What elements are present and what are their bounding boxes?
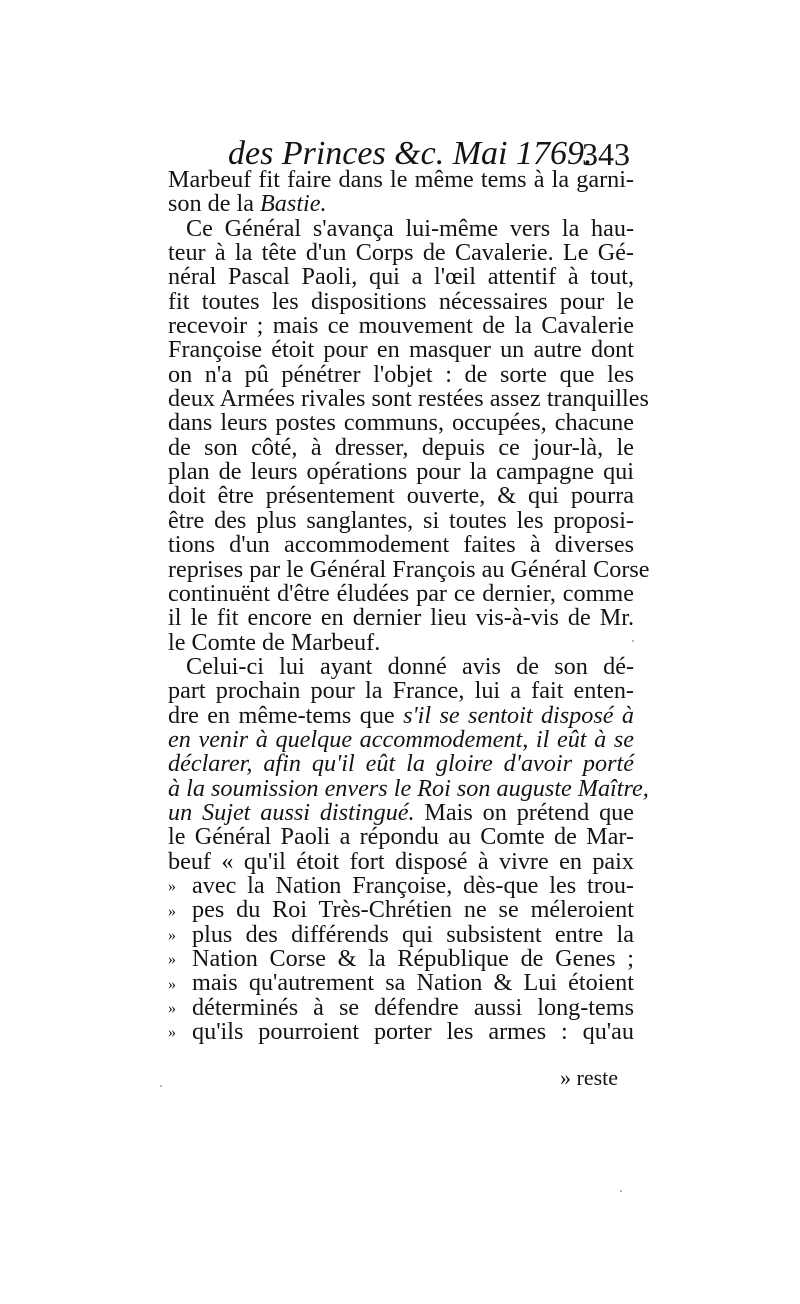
quote-mark: » (168, 1024, 176, 1042)
line-text: avec la Nation Françoise, dès-que les trou- (192, 871, 634, 899)
line-text: son de la (168, 190, 261, 218)
text-line (168, 652, 634, 680)
italic-text: déclarer, afin qu'il eût la gloire d'avoir porté (168, 750, 634, 778)
italic-text: s'il se sentoit disposé à (403, 701, 634, 729)
text-line (168, 533, 634, 557)
text-line (168, 1020, 634, 1044)
line-text: le Général Paoli a répondu au Comte de Mar- (168, 823, 634, 851)
text-line (168, 460, 634, 484)
body-text (168, 166, 650, 1046)
line-text: Françoise étoit pour en masquer un autre dont (168, 336, 634, 364)
page-number: 343 (582, 136, 630, 172)
text-line (168, 993, 634, 1021)
paper-speck (160, 1085, 162, 1087)
line-text: Mais on prétend que (414, 798, 635, 826)
line-text: pes du Roi Très-Chrétien ne se méleroient (192, 896, 634, 924)
quote-mark: » (168, 878, 176, 896)
line-text: tions d'un accommodement faites à diverses (168, 531, 634, 559)
line-text: beuf « qu'il étoit fort disposé à vivre en paix (168, 847, 634, 875)
text-line (168, 338, 634, 362)
text-line (168, 606, 634, 630)
line-text: recevoir ; mais ce mouvement de la Cavalerie (168, 312, 634, 340)
text-line (168, 701, 634, 729)
running-title: des Princes &c. Mai 1769. (228, 135, 593, 172)
quote-mark: » (168, 951, 176, 969)
text-line (168, 579, 634, 607)
text-line (168, 871, 634, 899)
text-line (168, 360, 634, 388)
line-text: de son côté, à dresser, depuis ce jour-là, le (168, 433, 634, 461)
line-text: reprises par le Général François au Général Corse (168, 555, 650, 583)
line-text: déterminés à se défendre aussi long-tems (192, 993, 634, 1021)
text-line (168, 506, 634, 534)
text-line (168, 920, 634, 948)
quote-mark: » (168, 902, 176, 920)
italic-text: Bastie. (260, 190, 327, 218)
quote-mark: » (168, 926, 176, 944)
text-line (168, 898, 634, 922)
text-line (168, 947, 634, 971)
text-line (168, 555, 650, 583)
text-line (168, 385, 649, 413)
text-line (168, 241, 634, 265)
text-line (168, 192, 634, 216)
paper-speck (620, 1190, 622, 1192)
line-text: Nation Corse & la République de Genes ; (192, 945, 634, 972)
line-text: plus des différends qui subsistent entre la (192, 920, 634, 948)
text-line (168, 774, 649, 802)
quote-mark: » (168, 975, 176, 993)
text-line (168, 168, 634, 192)
line-text: Celui-ci lui ayant donné avis de son dé- (186, 652, 634, 680)
line-text: part prochain pour la France, lui a fait enten- (168, 677, 634, 705)
quote-mark: » (168, 999, 176, 1017)
text-line (168, 679, 634, 703)
line-text: teur à la tête d'un Corps de Cavalerie. Le Gé- (168, 239, 634, 267)
text-line (168, 214, 634, 242)
text-line (168, 287, 634, 315)
catchword: » reste (560, 1065, 619, 1090)
text-line (168, 825, 634, 849)
text-line (168, 847, 634, 875)
line-text: Marbeuf fit faire dans le même tems à la garni- (168, 166, 634, 193)
paper-speck (632, 640, 634, 642)
line-text: qu'ils pourroient porter les armes : qu'au (192, 1018, 634, 1046)
text-line (168, 628, 634, 656)
text-line (168, 752, 634, 776)
line-text: fit toutes les dispositions nécessaires pour le (168, 287, 634, 315)
text-line (168, 798, 635, 826)
text-line (168, 314, 634, 338)
text-line (168, 411, 634, 435)
text-line (168, 433, 634, 461)
line-text: dre en même-tems que (168, 701, 404, 729)
line-text: néral Pascal Paoli, qui a l'œil attentif à tout, (168, 263, 634, 291)
italic-text: un Sujet aussi distingué. (168, 798, 415, 826)
italic-text: à la soumission envers le Roi son auguste Maître, (168, 774, 649, 802)
text-line (168, 971, 634, 995)
line-text: Ce Général s'avança lui-même vers la hau- (186, 214, 634, 242)
line-text: être des plus sanglantes, si toutes les proposi- (168, 506, 634, 534)
line-text: on n'a pû pénétrer l'objet : de sorte que les (168, 360, 634, 388)
line-text: deux Armées rivales sont restées assez tranquilles (168, 385, 649, 413)
line-text: dans leurs postes communs, occupées, chacune (168, 409, 634, 437)
line-text: continuënt d'être éludées par ce dernier, comme (168, 579, 634, 607)
text-line (168, 725, 634, 753)
text-line (168, 265, 634, 289)
line-text: plan de leurs opérations pour la campagne qui (168, 458, 634, 486)
line-text: il le fit encore en dernier lieu vis-à-vis de Mr. (168, 604, 634, 632)
line-text: le Comte de Marbeuf. (168, 628, 381, 656)
text-line (168, 484, 634, 508)
italic-text: en venir à quelque accommodement, il eût à se (168, 725, 634, 753)
line-text: mais qu'autrement sa Nation & Lui étoient (192, 969, 634, 997)
line-text: doit être présentement ouverte, & qui pourra (168, 482, 634, 510)
